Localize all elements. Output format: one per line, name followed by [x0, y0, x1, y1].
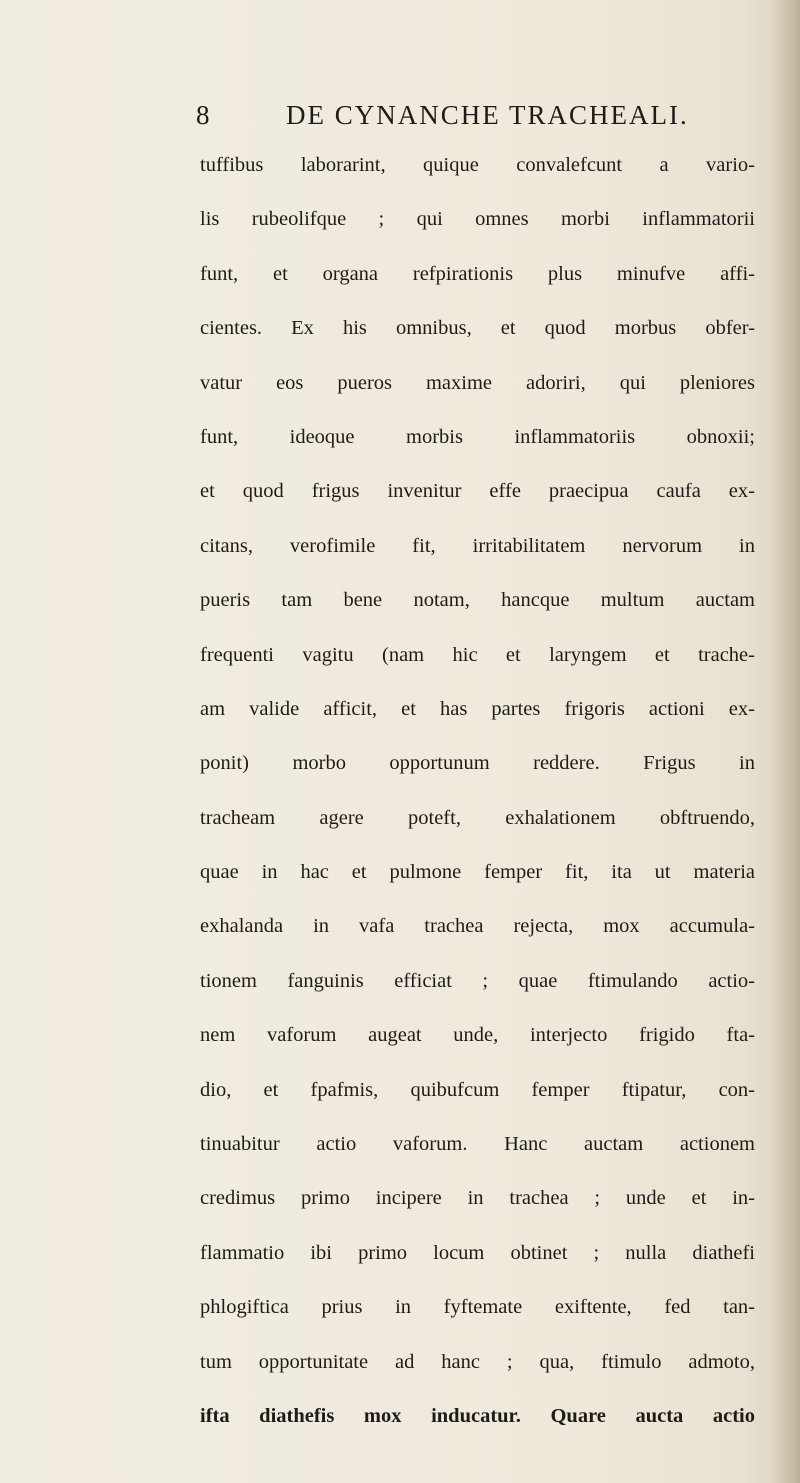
text-line: lis rubeolifque ; qui omnes morbi inflammatorii: [200, 208, 755, 231]
text-line: pueris tam bene notam, hancque multum auctam: [200, 589, 755, 612]
text-line: credimus primo incipere in trachea ; unde et in-: [200, 1187, 755, 1210]
text-line: et quod frigus invenitur effe praecipua caufa ex-: [200, 480, 755, 503]
text-line: cientes. Ex his omnibus, et quod morbus obfer-: [200, 317, 755, 340]
page-header: [196, 100, 716, 140]
text-line: exhalanda in vafa trachea rejecta, mox accumula-: [200, 915, 755, 938]
page-edge-shadow: [770, 0, 800, 1483]
text-line: dio, et fpafmis, quibufcum femper ftipatur, con-: [200, 1078, 755, 1101]
text-line: frequenti vagitu (nam hic et laryngem et trache-: [200, 643, 755, 666]
text-line: vatur eos pueros maxime adoriri, qui pleniores: [200, 371, 755, 394]
text-line: tum opportunitate ad hanc ; qua, ftimulo admoto,: [200, 1350, 755, 1373]
body-text: [200, 138, 755, 1443]
text-line: citans, verofimile fit, irritabilitatem nervorum in: [200, 534, 755, 557]
text-line: funt, ideoque morbis inflammatoriis obnoxii;: [200, 425, 755, 448]
text-line: ifta diathefis mox inducatur. Quare aucta actio: [200, 1404, 755, 1427]
text-line: tionem fanguinis efficiat ; quae ftimulando actio-: [200, 969, 755, 992]
text-line: funt, et organa refpirationis plus minufve affi-: [200, 262, 755, 285]
text-line: quae in hac et pulmone femper fit, ita ut materia: [200, 861, 755, 884]
text-line: phlogiftica prius in fyftemate exiftente, fed tan-: [200, 1296, 755, 1319]
text-line: tuffibus laborarint, quique convalefcunt a vario-: [200, 154, 755, 176]
text-line: tracheam agere poteft, exhalationem obftruendo,: [200, 806, 755, 829]
text-line: nem vaforum augeat unde, interjecto frigido fta-: [200, 1024, 755, 1047]
text-line: ponit) morbo opportunum reddere. Frigus in: [200, 752, 755, 775]
running-title: DE CYNANCHE TRACHEALI.: [286, 100, 689, 130]
text-line: tinuabitur actio vaforum. Hanc auctam actionem: [200, 1133, 755, 1156]
text-line: am valide afficit, et has partes frigoris actioni ex-: [200, 697, 755, 720]
page-number: 8: [196, 100, 211, 130]
text-line: flammatio ibi primo locum obtinet ; nulla diathefi: [200, 1241, 755, 1264]
